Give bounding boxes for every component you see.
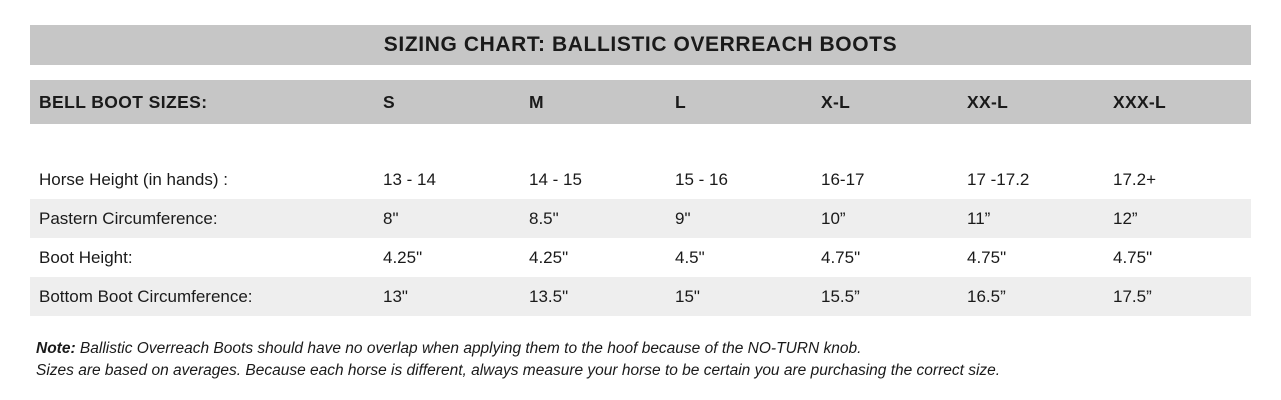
cell-horse-height-l: 15 - 16	[675, 169, 728, 189]
cell-boot-height-xxl: 4.75"	[967, 247, 1007, 267]
footnote	[36, 338, 1256, 382]
cell-horse-height-s: 13 - 14	[383, 169, 436, 189]
cell-bottom-circumference-xl: 15.5”	[821, 286, 860, 306]
row-label-pastern-circumference: Pastern Circumference:	[39, 208, 218, 228]
row-label-bottom-boot-circumference: Bottom Boot Circumference:	[39, 286, 253, 306]
table-row	[30, 238, 1251, 277]
column-header-xxxl: XXX-L	[1113, 91, 1167, 112]
cell-boot-height-m: 4.25"	[529, 247, 569, 267]
cell-bottom-circumference-xxxl: 17.5”	[1113, 286, 1152, 306]
footnote-line-2: Sizes are based on averages. Because each horse is different, always measure your horse to be certain you are purchasing the correct size.	[36, 362, 1001, 379]
column-header-bell-boot-sizes: BELL BOOT SIZES:	[39, 91, 208, 112]
cell-bottom-circumference-s: 13"	[383, 286, 408, 306]
cell-pastern-xxxl: 12”	[1113, 208, 1138, 228]
cell-pastern-l: 9"	[675, 208, 691, 228]
column-header-s: S	[383, 91, 395, 112]
cell-horse-height-m: 14 - 15	[529, 169, 582, 189]
sizing-table	[30, 80, 1251, 316]
cell-boot-height-xxxl: 4.75"	[1113, 247, 1153, 267]
table-row	[30, 199, 1251, 238]
cell-bottom-circumference-xxl: 16.5”	[967, 286, 1006, 306]
cell-horse-height-xxl: 17 -17.2	[967, 169, 1030, 189]
footnote-lead: Note:	[36, 340, 76, 357]
chart-title-bar	[30, 25, 1251, 65]
cell-pastern-xl: 10”	[821, 208, 846, 228]
column-header-xxl: XX-L	[967, 91, 1009, 112]
footnote-line-1	[36, 338, 1256, 360]
page-title: SIZING CHART: BALLISTIC OVERREACH BOOTS	[383, 33, 898, 56]
cell-horse-height-xxxl: 17.2+	[1113, 169, 1157, 189]
column-header-l: L	[675, 91, 686, 112]
cell-pastern-xxl: 11”	[967, 208, 991, 228]
table-row	[30, 160, 1251, 199]
cell-boot-height-l: 4.5"	[675, 247, 705, 267]
row-label-boot-height: Boot Height:	[39, 247, 133, 267]
table-row	[30, 277, 1251, 316]
table-spacer-row	[30, 124, 1251, 160]
cell-pastern-s: 8"	[383, 208, 399, 228]
cell-bottom-circumference-m: 13.5"	[529, 286, 569, 306]
row-label-horse-height: Horse Height (in hands) :	[39, 169, 228, 189]
cell-bottom-circumference-l: 15"	[675, 286, 700, 306]
cell-pastern-m: 8.5"	[529, 208, 559, 228]
cell-boot-height-s: 4.25"	[383, 247, 423, 267]
table-header-row	[30, 80, 1251, 124]
column-header-xl: X-L	[821, 91, 851, 112]
footnote-text-1: Ballistic Overreach Boots should have no overlap when applying them to the hoof because of the NO-TURN knob.	[75, 340, 862, 357]
cell-horse-height-xl: 16-17	[821, 169, 865, 189]
cell-boot-height-xl: 4.75"	[821, 247, 861, 267]
column-header-m: M	[529, 91, 544, 112]
